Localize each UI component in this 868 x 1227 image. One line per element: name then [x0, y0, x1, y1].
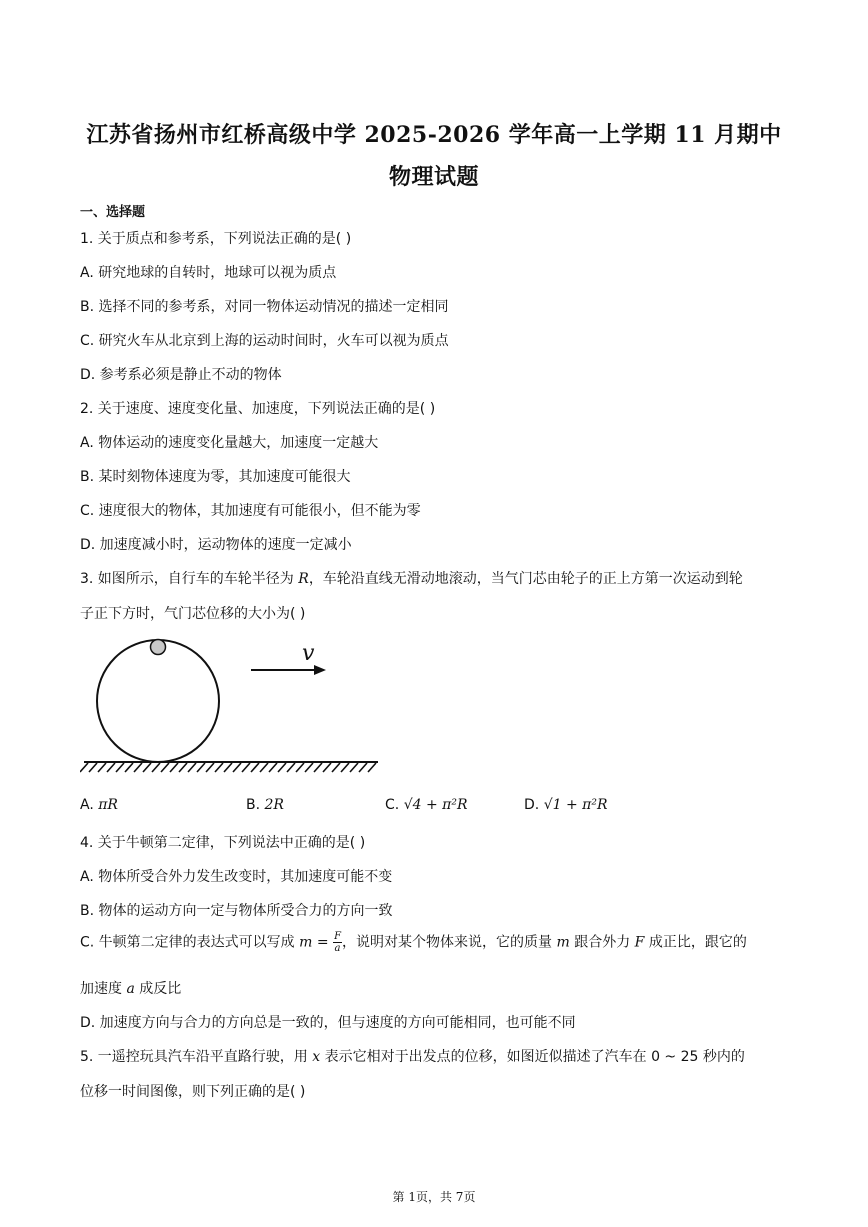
q3-option-b: B. 2R	[246, 797, 284, 813]
q4-option-b: B. 物体的运动方向一定与物体所受合力的方向一致	[80, 903, 393, 919]
q1-option-c: C. 研究火车从北京到上海的运动时间时，火车可以视为质点	[80, 333, 449, 349]
hatch-mark	[296, 763, 304, 772]
q4-option-d: D. 加速度方向与合力的方向总是一致的，但与速度的方向可能相同，也可能不同	[80, 1015, 576, 1031]
q2-stem: 2. 关于速度、速度变化量、加速度，下列说法正确的是( )	[80, 401, 436, 417]
hatch-mark	[143, 763, 151, 772]
hatch-mark	[305, 763, 313, 772]
hatch-mark	[260, 763, 268, 772]
q5-stem: 5. 一遥控玩具汽车沿平直路行驶，用 x 表示它相对于出发点的位移，如图近似描述了汽车在 0 ~ 25 秒内的	[80, 1049, 745, 1065]
valve-core-dot	[151, 640, 166, 655]
hatch-mark	[251, 763, 259, 772]
hatch-mark	[242, 763, 250, 772]
q1-stem: 1. 关于质点和参考系，下列说法正确的是( )	[80, 231, 352, 247]
q2-option-a: A. 物体运动的速度变化量越大，加速度一定越大	[80, 435, 379, 451]
wheel-circle	[97, 640, 219, 762]
q3-stem-pre: 3. 如图所示，自行车的车轮半径为	[80, 571, 299, 587]
hatch-mark	[161, 763, 169, 772]
hatch-mark	[287, 763, 295, 772]
section-heading: 一、选择题	[80, 205, 146, 220]
hatch-mark	[170, 763, 178, 772]
hatch-mark	[80, 763, 88, 772]
q4-option-c: C. 牛顿第二定律的表达式可以写成 m = $\frac{F}{a}$ ，说明对某个物体来说，它的质量 m 跟合外力 F 成正比，跟它的	[80, 931, 747, 954]
hatch-mark	[314, 763, 322, 772]
hatch-mark	[206, 763, 214, 772]
hatch-mark	[332, 763, 340, 772]
hatch-mark	[368, 763, 376, 772]
ground-hatching	[80, 763, 376, 772]
hatch-mark	[152, 763, 160, 772]
q3-stem	[80, 568, 743, 588]
q5-stem-line2: 位移一时间图像，则下列正确的是( )	[80, 1084, 306, 1100]
velocity-label: v	[302, 641, 315, 666]
hatch-mark	[215, 763, 223, 772]
q3-stem-line2: 子正下方时，气门芯位移的大小为( )	[80, 606, 306, 622]
hatch-mark	[107, 763, 115, 772]
hatch-mark	[323, 763, 331, 772]
q3-stem-var: R	[298, 571, 309, 587]
q2-option-b: B. 某时刻物体速度为零，其加速度可能很大	[80, 469, 351, 485]
page-title-line2: 物理试题	[388, 164, 479, 190]
q3-option-a: A. πR	[80, 797, 118, 813]
q1-option-b: B. 选择不同的参考系，对同一物体运动情况的描述一定相同	[80, 299, 449, 315]
q3-option-d: D. √1 + π²R	[524, 797, 608, 813]
page-footer: 第 1页，共 7页	[392, 1190, 476, 1204]
hatch-mark	[197, 763, 205, 772]
hatch-mark	[359, 763, 367, 772]
q4-option-c-line2: 加速度 a 成反比	[80, 981, 182, 997]
q1-option-d: D. 参考系必须是静止不动的物体	[80, 367, 282, 383]
hatch-mark	[134, 763, 142, 772]
q1-option-a: A. 研究地球的自转时，地球可以视为质点	[80, 265, 337, 281]
q2-option-d: D. 加速度减小时，运动物体的速度一定减小	[80, 537, 352, 553]
fraction-f-over-a: $\frac{F}{a}$	[334, 931, 342, 954]
q3-option-c: C. √4 + π²R	[385, 797, 468, 813]
q4-stem: 4. 关于牛顿第二定律，下列说法中正确的是( )	[80, 835, 366, 851]
hatch-mark	[224, 763, 232, 772]
hatch-mark	[89, 763, 97, 772]
page-title-line1: 江苏省扬州市红桥高级中学 2025-2026 学年高一上学期 11 月期中	[86, 122, 782, 148]
hatch-mark	[278, 763, 286, 772]
hatch-mark	[350, 763, 358, 772]
hatch-mark	[116, 763, 124, 772]
hatch-mark	[179, 763, 187, 772]
wheel-figure	[80, 632, 390, 777]
hatch-mark	[98, 763, 106, 772]
velocity-arrow-head	[314, 665, 326, 675]
q2-option-c: C. 速度很大的物体，其加速度有可能很小，但不能为零	[80, 503, 421, 519]
q3-stem-post: ，车轮沿直线无滑动地滚动，当气门芯由轮子的正上方第一次运动到轮	[308, 571, 743, 587]
hatch-mark	[269, 763, 277, 772]
hatch-mark	[341, 763, 349, 772]
hatch-mark	[233, 763, 241, 772]
hatch-mark	[188, 763, 196, 772]
hatch-mark	[125, 763, 133, 772]
q4-option-a: A. 物体所受合外力发生改变时，其加速度可能不变	[80, 869, 393, 885]
